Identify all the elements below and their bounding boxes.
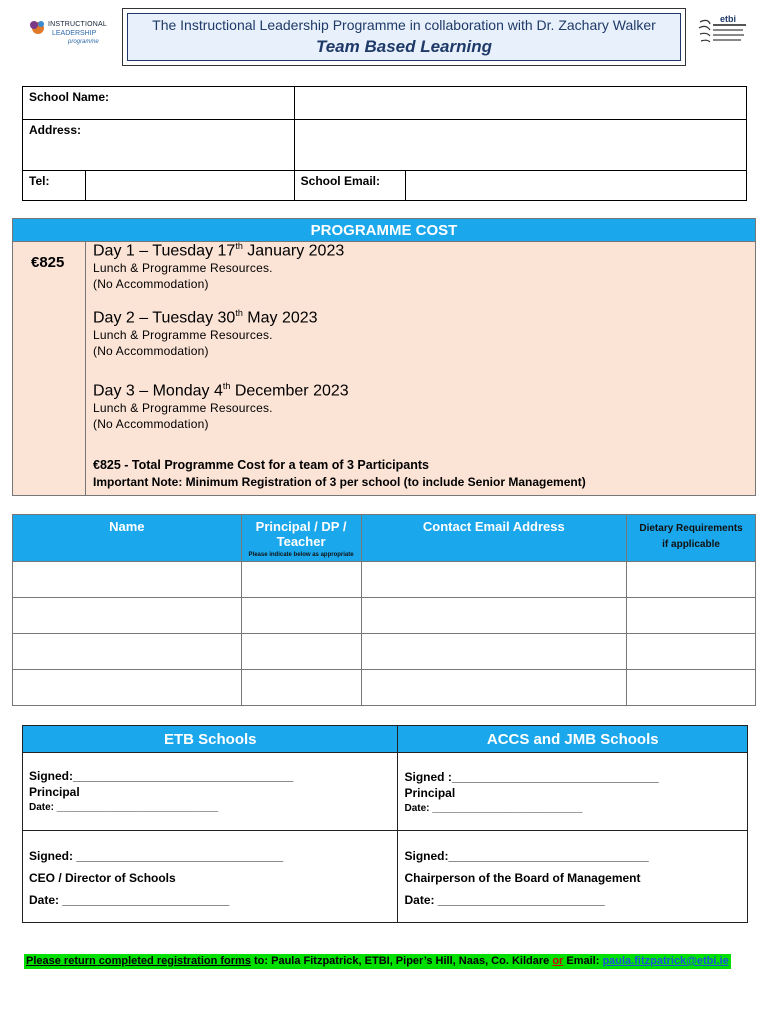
logo-text-line1: INSTRUCTIONAL bbox=[48, 21, 107, 28]
instructional-leadership-logo bbox=[28, 16, 107, 48]
email-header: Contact Email Address bbox=[361, 515, 627, 562]
dietary-header: Dietary Requirements if applicable bbox=[627, 515, 756, 562]
programme-cost-title: PROGRAMME COST bbox=[13, 219, 755, 242]
participants-table bbox=[12, 514, 756, 706]
signer-role: Principal bbox=[29, 785, 80, 799]
accs-principal-signature[interactable] bbox=[398, 753, 748, 831]
name-cell[interactable] bbox=[13, 670, 242, 706]
day-3-title: Day 3 – Monday 4th December 2023 bbox=[93, 381, 349, 400]
dietary-cell[interactable] bbox=[627, 634, 756, 670]
signatures-table bbox=[22, 725, 748, 923]
etb-principal-signature[interactable] bbox=[23, 753, 398, 831]
role-cell[interactable] bbox=[241, 562, 361, 598]
dietary-cell[interactable] bbox=[627, 670, 756, 706]
header-subtitle: The Instructional Leadership Programme in collaboration with Dr. Zachary Walker bbox=[152, 17, 656, 33]
day-3-block bbox=[93, 381, 349, 432]
name-cell[interactable] bbox=[13, 562, 242, 598]
etbi-logo-text: etbi bbox=[720, 14, 737, 24]
etb-schools-header: ETB Schools bbox=[23, 726, 398, 753]
table-row bbox=[13, 598, 756, 634]
email-label: Email: bbox=[563, 955, 603, 967]
school-email-field[interactable] bbox=[405, 171, 746, 201]
signer-role: Chairperson of the Board of Management bbox=[404, 871, 641, 885]
table-row bbox=[13, 562, 756, 598]
signer-role: CEO / Director of Schools bbox=[29, 871, 176, 885]
total-cost: €825 - Total Programme Cost for a team of 3 Participants bbox=[93, 458, 429, 472]
address-field[interactable] bbox=[294, 120, 746, 171]
day-1-resources: Lunch & Programme Resources. bbox=[93, 261, 273, 276]
signed-line: Signed:______________________________ bbox=[404, 849, 649, 863]
name-header: Name bbox=[13, 515, 242, 562]
email-cell[interactable] bbox=[361, 634, 627, 670]
accs-schools-header: ACCS and JMB Schools bbox=[398, 726, 748, 753]
school-name-label: School Name: bbox=[23, 87, 295, 120]
logo-text-line2: LEADERSHIP bbox=[52, 30, 97, 37]
price: €825 bbox=[31, 254, 65, 271]
table-row bbox=[13, 634, 756, 670]
leaf-icon bbox=[28, 18, 48, 38]
return-email-link[interactable]: paula.fitzpatrick@etbi.ie bbox=[602, 955, 729, 967]
table-row bbox=[13, 670, 756, 706]
school-name-field[interactable] bbox=[294, 87, 746, 120]
date-line: Date: _________________________ bbox=[29, 893, 230, 907]
programme-cost-section bbox=[12, 218, 756, 496]
day-2-title: Day 2 – Tuesday 30th May 2023 bbox=[93, 308, 318, 327]
signed-line: Signed :_______________________________ bbox=[404, 770, 659, 784]
school-info-table bbox=[22, 86, 747, 201]
email-cell[interactable] bbox=[361, 598, 627, 634]
return-address: to: Paula Fitzpatrick, ETBI, Piper’s Hill, Naas, Co. Kildare bbox=[250, 955, 553, 967]
date-line: Date: ___________________________ bbox=[404, 803, 583, 814]
signed-line: Signed: _______________________________ bbox=[29, 849, 284, 863]
date-line: Date: _________________________ bbox=[404, 893, 605, 907]
signer-role: Principal bbox=[404, 786, 456, 800]
header-title-box bbox=[122, 8, 686, 66]
email-cell[interactable] bbox=[361, 562, 627, 598]
day-2-accommodation: (No Accommodation) bbox=[93, 344, 209, 359]
name-cell[interactable] bbox=[13, 634, 242, 670]
role-cell[interactable] bbox=[241, 670, 361, 706]
price-column bbox=[13, 242, 86, 495]
day-1-block bbox=[93, 241, 344, 292]
or-text: or bbox=[552, 955, 564, 967]
address-label: Address: bbox=[23, 120, 295, 171]
day-3-resources: Lunch & Programme Resources. bbox=[93, 401, 273, 416]
name-cell[interactable] bbox=[13, 598, 242, 634]
page-title: Team Based Learning bbox=[315, 37, 493, 56]
day-2-resources: Lunch & Programme Resources. bbox=[93, 328, 273, 343]
day-1-accommodation: (No Accommodation) bbox=[93, 277, 209, 292]
tel-field[interactable] bbox=[85, 171, 294, 201]
signed-line: Signed:_________________________________ bbox=[29, 769, 294, 783]
day-2-block bbox=[93, 308, 318, 359]
dietary-cell[interactable] bbox=[627, 562, 756, 598]
logo-text-line3: programme bbox=[68, 39, 99, 45]
accs-chair-signature[interactable] bbox=[398, 831, 748, 923]
important-note: Important Note: Minimum Registration of 3 per school (to include Senior Management) bbox=[93, 475, 586, 489]
dietary-cell[interactable] bbox=[627, 598, 756, 634]
etbi-logo bbox=[696, 14, 750, 54]
return-instructions-lead: Please return completed registration forms bbox=[26, 955, 251, 967]
role-header: Principal / DP / Teacher Please indicate below as appropriate bbox=[241, 515, 361, 562]
role-cell[interactable] bbox=[241, 634, 361, 670]
etb-ceo-signature[interactable] bbox=[23, 831, 398, 923]
email-cell[interactable] bbox=[361, 670, 627, 706]
tel-label: Tel: bbox=[23, 171, 86, 201]
school-email-label: School Email: bbox=[294, 171, 405, 201]
day-1-title: Day 1 – Tuesday 17th January 2023 bbox=[93, 241, 345, 260]
date-line: Date: _____________________________ bbox=[29, 802, 219, 813]
return-instructions bbox=[24, 954, 731, 969]
day-3-accommodation: (No Accommodation) bbox=[93, 417, 209, 432]
role-cell[interactable] bbox=[241, 598, 361, 634]
role-note: Please indicate below as appropriate bbox=[248, 552, 354, 558]
